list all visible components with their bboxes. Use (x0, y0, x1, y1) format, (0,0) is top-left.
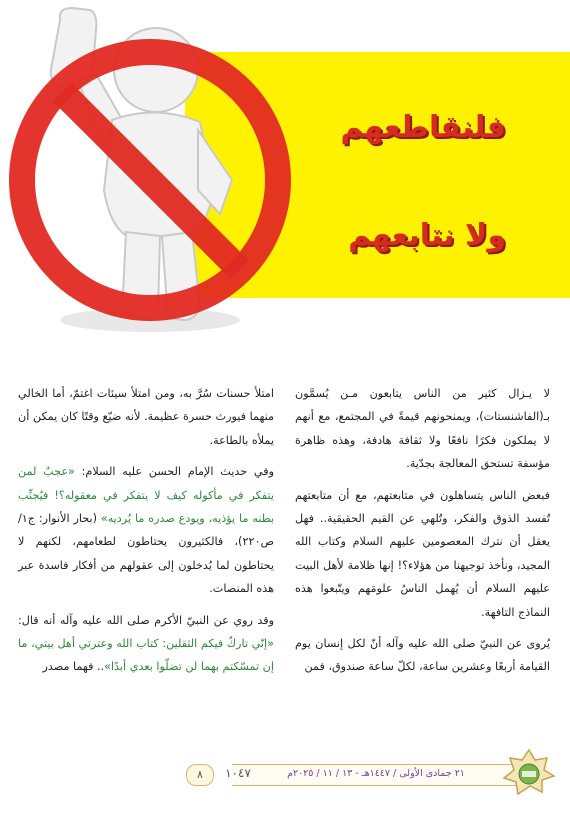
paragraph-text: (بحار الأنوار: ج١/ ص٢٢٠)، فالكثيرون يحتاطون لطعامهم، لكنهم لا يحتاطون لما يُدخلون إلى عقولهم من أفكار فاسدة عبر هذه المنصات. (18, 512, 274, 596)
quote-highlight: «إنّي تاركٌ فيكم الثقلين: كتاب الله وعترتي أهل بيتي، ما إن تمسّكتم بهما لن تضلّوا بعدي أبدًا» (18, 637, 274, 674)
paragraph-text: وقد روي عن النبيّ الأكرم صلى الله عليه وآله أنه قال: (18, 613, 274, 627)
paragraph: فبعض الناس يتساهلون في متابعتهم، مع أن متابعتهم تُفسد الذوق والفكر، وتُلهي عن القيم الحقيقية.. فهل يعقل أن نترك المعصومين عليهم السلام وكتاب الله المجيد، ونأخذ توجيهنا من هؤلاء؟! إنها ظلامة لأهل البيت عليهم السلام أن يُهمل الناسُ علومَهم ويتّبعوا هذه النماذج التافهة. (295, 488, 550, 619)
paragraph-text: وفي حديث الإمام الحسن عليه السلام: (74, 465, 274, 479)
magazine-logo-icon (502, 748, 556, 796)
paragraph: لا يـزال كثير من الناس يتابعون مـن يُسمَّون بـ(الفاشنستات)، ويمنحونهم قيمةً في المجتمع، مع أنهم لا يملكون فكرًا نافعًا ولا ثقافة هادفة، وهذه ظاهرة مؤسفة تستحق المعالجة بجدّية. (295, 387, 550, 471)
issue-number: ١٠٤٧ (225, 766, 251, 780)
paragraph (18, 460, 274, 600)
footer-date: ٢١ جمادى الأولى / ١٤٤٧هـ - ١٣ / ١١ / ٢٠٢٥م (287, 768, 465, 779)
paragraph: يُروى عن النبيّ صلى الله عليه وآله أنّ لكل إنسان يوم القيامة أربعًا وعشرين ساعة، لكلّ ساعة صندوق، فمن (295, 637, 550, 674)
page-number: ٨ (186, 764, 214, 786)
paragraph: امتلأ حسنات سُرَّ به، ومن امتلأ سيئات اغتمّ، أما الخالي منهما فيورث حسرة عظيمة. لأنه ضيّع وقتًا كان يمكن أن يملأه بالطاعة. (18, 387, 274, 447)
paragraph (18, 609, 274, 679)
article-column-left (18, 382, 274, 687)
title-line-2: ولا نتابعهم (348, 218, 506, 253)
title-line-1: فلنقاطعهم (340, 110, 506, 145)
quote-highlight: «عجبٌ لمن يتفكر في مأكوله كيف لا يتفكر في معقوله؟! فيُجنِّب بطنه ما يؤذيه، ويودع صدره ما يُرديه» (18, 465, 274, 526)
stop-hand-prohibition-icon (0, 0, 310, 340)
article-column-right (295, 382, 550, 687)
paragraph-text: .. فهما مصدر (42, 660, 105, 674)
